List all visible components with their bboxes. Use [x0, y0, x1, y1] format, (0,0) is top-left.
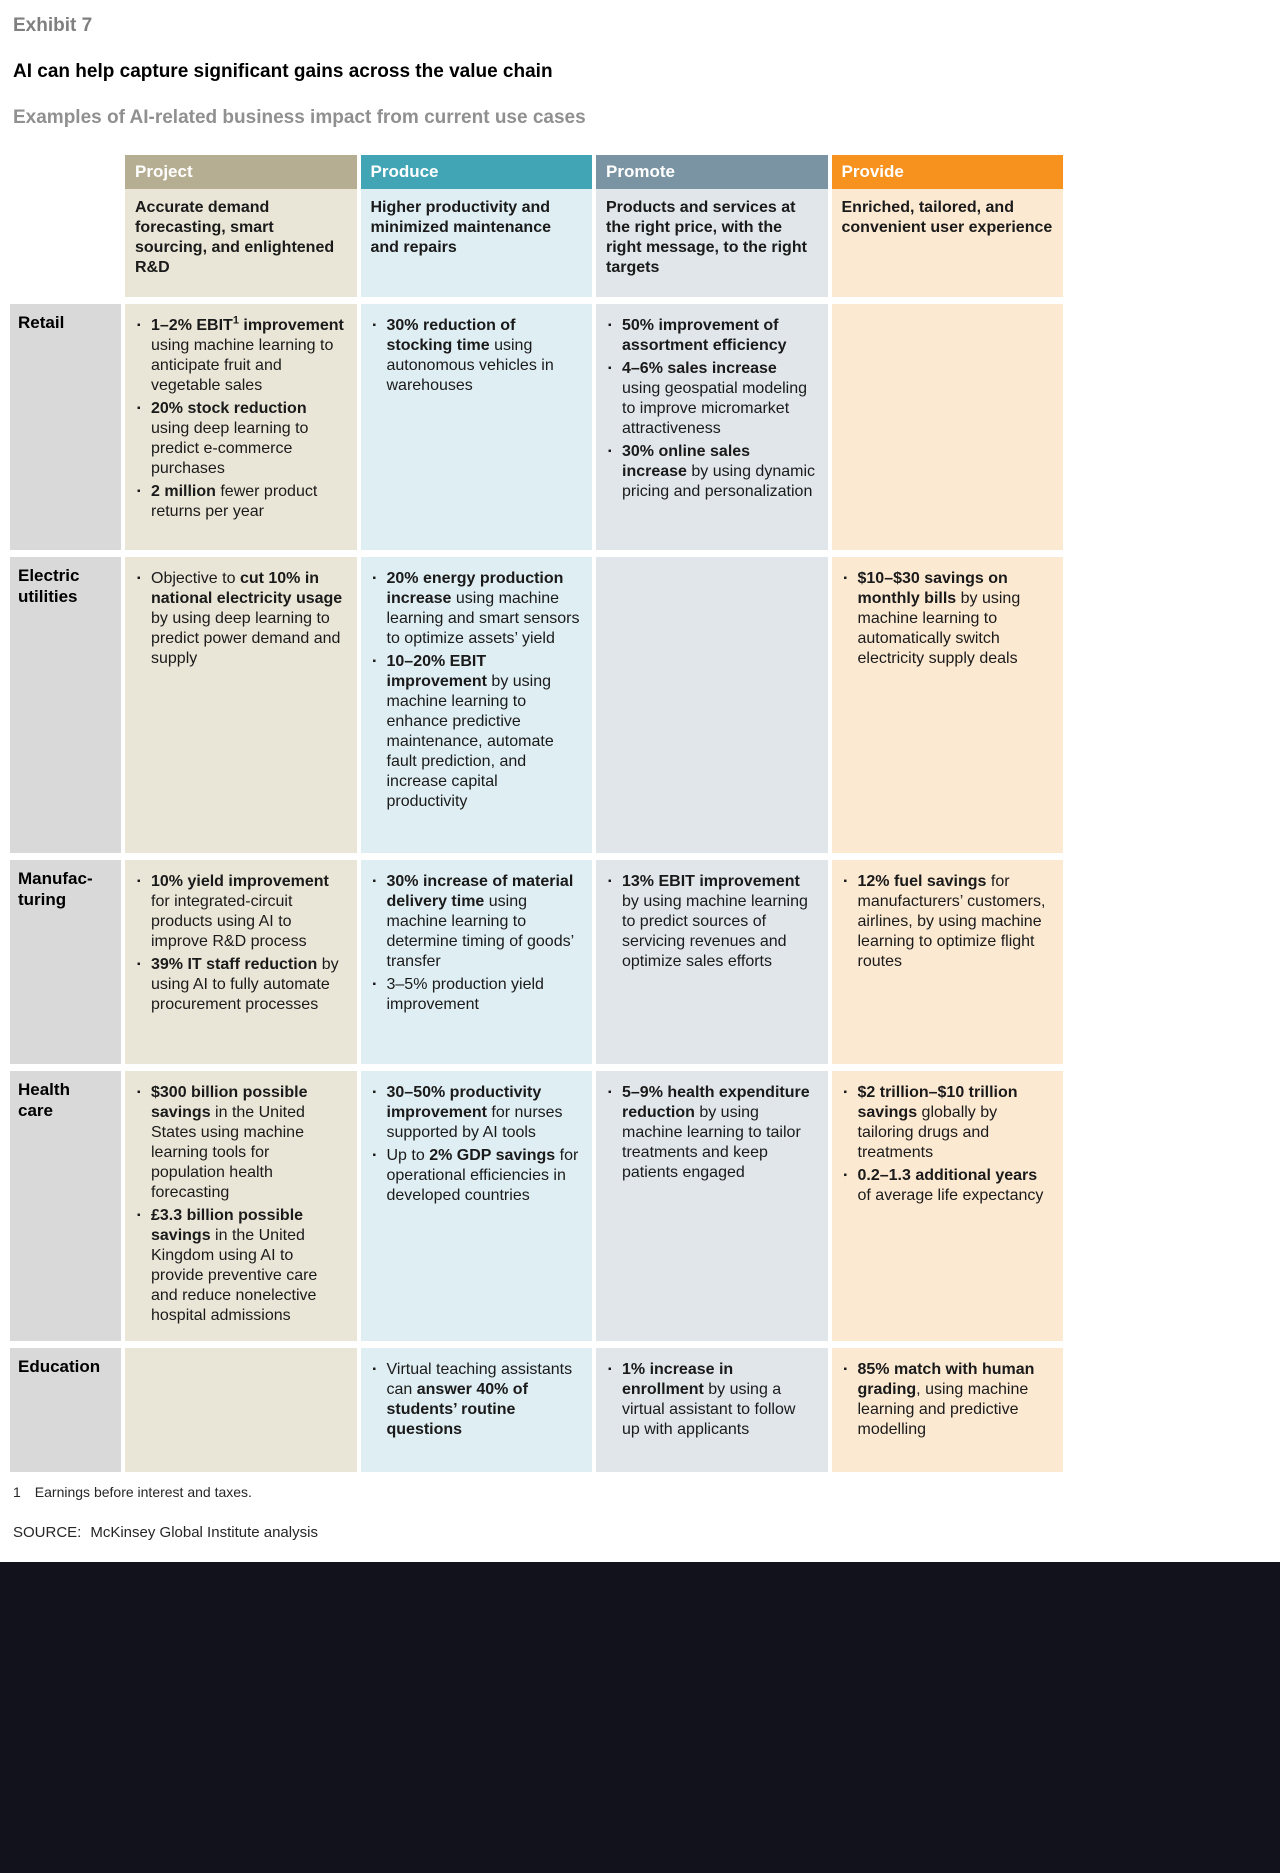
bullet-text — [622, 872, 818, 972]
bullet-text — [151, 1206, 347, 1326]
bullet-marker-icon: ▪ — [843, 1087, 848, 1098]
row-label-manufacturing — [10, 860, 121, 1064]
bullet-item — [137, 955, 347, 1015]
text-segment: 20% stock reduction — [151, 400, 307, 417]
bullet-item — [844, 1083, 1054, 1163]
text-segment: 30–50% productivity improvement — [386, 1084, 542, 1121]
text-segment: , using machine learning and predictive modelling — [857, 1381, 1029, 1438]
bullet-item — [137, 482, 347, 522]
text-segment: of average life expectancy — [857, 1187, 1044, 1204]
text-segment: for operational efficiencies in developed countries — [386, 1147, 579, 1204]
source-line — [13, 1524, 318, 1541]
text-segment: £3.3 billion possible savings — [151, 1207, 304, 1244]
cell-education-promote — [596, 1348, 828, 1472]
cell-retail-project — [125, 304, 357, 550]
row-label-education — [10, 1348, 121, 1472]
bullet-marker-icon: ▪ — [372, 656, 377, 667]
cell-retail-provide — [832, 304, 1064, 550]
cell-electric-utilities-produce — [361, 557, 593, 853]
text-segment: Virtual teaching assistants can — [386, 1361, 573, 1398]
bullet-text — [858, 1360, 1054, 1440]
bullet-marker-icon: ▪ — [372, 1087, 377, 1098]
text-segment: 50% improvement of assortment efficiency — [622, 317, 787, 354]
bullet-text — [151, 316, 347, 396]
bullet-item — [608, 359, 818, 439]
row-label-text: Retail — [18, 313, 65, 332]
text-segment: using machine learning to anticipate fruit and vegetable sales — [151, 337, 334, 394]
text-segment: $300 billion possible savings — [151, 1084, 308, 1121]
row-label-health-care — [10, 1071, 121, 1341]
column-title-promote: Promote — [596, 155, 828, 189]
row-label-electric-utilities — [10, 557, 121, 853]
text-segment: 2 million — [151, 483, 216, 500]
bullet-marker-icon: ▪ — [372, 320, 377, 331]
text-segment: 5–9% health expenditure reduction — [622, 1084, 810, 1121]
bullet-marker-icon: ▪ — [843, 1170, 848, 1181]
text-segment: 10–20% EBIT improvement — [386, 653, 487, 690]
bullet-marker-icon: ▪ — [608, 876, 612, 887]
bullet-text — [622, 1360, 818, 1440]
bullet-marker-icon: ▪ — [372, 1150, 377, 1161]
text-segment: by using machine learning to automatically switch electricity supply deals — [857, 590, 1021, 667]
bullet-item — [608, 316, 818, 356]
text-segment: 30% reduction of stocking time — [386, 317, 516, 354]
bullet-text — [387, 975, 583, 1015]
row-label-text: Education — [18, 1357, 101, 1376]
column-title-produce: Produce — [361, 155, 593, 189]
bullet-text — [622, 359, 818, 439]
text-segment: 1% increase in enrollment — [622, 1361, 734, 1398]
bullet-text — [622, 1083, 818, 1183]
footnote-text: Earnings before interest and taxes. — [34, 1484, 252, 1500]
bullet-item — [373, 569, 583, 649]
footnote — [13, 1484, 252, 1500]
text-segment: 30% increase of material delivery time — [386, 873, 574, 910]
bullet-item — [373, 652, 583, 812]
text-segment: by using dynamic pricing and personalization — [622, 463, 815, 500]
row-label-retail — [10, 304, 121, 550]
text-segment: improvement — [238, 317, 344, 334]
bullet-marker-icon: ▪ — [137, 320, 141, 331]
bullet-text — [387, 1146, 583, 1206]
row-label-text: Manufac- — [18, 869, 93, 888]
bullet-item — [844, 1360, 1054, 1440]
bullet-text — [622, 442, 818, 502]
bullet-text — [151, 482, 347, 522]
text-segment: by using deep learning to predict power demand and supply — [151, 610, 341, 667]
cell-education-provide — [832, 1348, 1064, 1472]
text-segment: using machine learning to determine timing of goods’ transfer — [386, 893, 574, 970]
row-label-text: turing — [18, 890, 67, 909]
bullet-marker-icon: ▪ — [372, 876, 377, 887]
cell-retail-promote — [596, 304, 828, 550]
text-segment: by using machine learning to predict sources of servicing revenues and optimize sales efforts — [622, 893, 808, 970]
text-segment: in the United Kingdom using AI to provide preventive care and reduce nonelective hospital admissions — [151, 1227, 318, 1324]
text-segment: 12% fuel savings — [857, 873, 987, 890]
bullet-marker-icon: ▪ — [137, 959, 141, 970]
bullet-marker-icon: ▪ — [137, 486, 141, 497]
cell-manufacturing-project — [125, 860, 357, 1064]
bullet-marker-icon: ▪ — [843, 1364, 848, 1375]
text-segment: for integrated-circuit products using AI to improve R&D process — [151, 893, 307, 950]
cell-retail-produce — [361, 304, 593, 550]
text-segment: by using machine learning to tailor treatments and keep patients engaged — [622, 1104, 801, 1181]
bullet-item — [608, 1083, 818, 1183]
bullet-item — [373, 1083, 583, 1143]
bullet-item — [844, 872, 1054, 972]
bullet-marker-icon: ▪ — [372, 979, 377, 990]
bullet-marker-icon: ▪ — [608, 1364, 612, 1375]
cell-education-produce — [361, 1348, 593, 1472]
bullet-text — [622, 316, 818, 356]
text-segment: 3–5% production yield improvement — [386, 976, 544, 1013]
bullet-text — [858, 1083, 1054, 1163]
text-segment: using machine learning and smart sensors to optimize assets’ yield — [386, 590, 580, 647]
footer-band — [0, 1562, 1280, 1873]
column-subtitle-produce: Higher productivity and minimized maintenance and repairs — [370, 199, 551, 256]
row-label-text: utilities — [18, 587, 78, 606]
cell-manufacturing-promote — [596, 860, 828, 1064]
impact-table — [10, 155, 1063, 1472]
text-segment: in the United States using machine learning tools for population health forecasting — [151, 1104, 305, 1201]
text-segment: 10% yield improvement — [151, 873, 329, 890]
bullet-marker-icon: ▪ — [843, 876, 848, 887]
bullet-item — [137, 1083, 347, 1203]
text-segment: Objective to — [151, 570, 240, 587]
cell-electric-utilities-provide — [832, 557, 1064, 853]
bullet-item — [844, 569, 1054, 669]
bullet-text — [387, 316, 583, 396]
text-segment: using deep learning to predict e-commerce purchases — [151, 420, 309, 477]
text-segment: 4–6% sales increase — [622, 360, 777, 377]
cell-health-care-produce — [361, 1071, 593, 1341]
bullet-marker-icon: ▪ — [137, 1210, 141, 1221]
bullet-text — [387, 872, 583, 972]
bullet-text — [387, 569, 583, 649]
cell-manufacturing-provide — [832, 860, 1064, 1064]
cell-education-project — [125, 1348, 357, 1472]
bullet-item — [137, 569, 347, 669]
text-segment: 0.2–1.3 additional years — [857, 1167, 1038, 1184]
text-segment: cut 10% in national electricity usage — [151, 570, 343, 607]
column-header-produce — [361, 155, 593, 297]
bullet-marker-icon: ▪ — [137, 1087, 141, 1098]
bullet-text — [858, 569, 1054, 669]
text-segment: 13% EBIT improvement — [622, 873, 800, 890]
text-segment: 20% energy production increase — [386, 570, 564, 607]
bullet-item — [373, 316, 583, 396]
bullet-text — [387, 1360, 583, 1440]
bullet-text — [858, 872, 1054, 972]
bullet-marker-icon: ▪ — [372, 573, 377, 584]
row-label-text: Electric — [18, 566, 80, 585]
bullet-item — [373, 872, 583, 972]
cell-health-care-project — [125, 1071, 357, 1341]
bullet-item — [137, 872, 347, 952]
column-header-provide — [832, 155, 1064, 297]
text-segment: 39% IT staff reduction — [151, 956, 318, 973]
bullet-marker-icon: ▪ — [608, 446, 612, 457]
text-segment: 1 — [232, 314, 239, 327]
bullet-text — [387, 652, 583, 812]
text-segment: $2 trillion–$10 trillion savings — [857, 1084, 1018, 1121]
text-segment: for nurses supported by AI tools — [386, 1104, 563, 1141]
bullet-text — [151, 955, 347, 1015]
table-corner-spacer — [10, 155, 121, 297]
bullet-marker-icon: ▪ — [608, 363, 612, 374]
page-title: AI can help capture significant gains across the value chain — [13, 61, 553, 82]
column-subtitle-promote: Products and services at the right price, with the right message, to the right targets — [606, 199, 807, 276]
column-title-provide: Provide — [832, 155, 1064, 189]
text-segment: 30% online sales increase — [622, 443, 751, 480]
bullet-marker-icon: ▪ — [843, 573, 848, 584]
bullet-marker-icon: ▪ — [372, 1364, 377, 1375]
bullet-text — [151, 872, 347, 952]
bullet-item — [373, 1360, 583, 1440]
bullet-item — [373, 975, 583, 1015]
bullet-item — [137, 399, 347, 479]
text-segment: using geospatial modeling to improve micromarket attractiveness — [622, 380, 808, 437]
exhibit-label: Exhibit 7 — [13, 15, 93, 36]
text-segment: by using AI to fully automate procurement processes — [151, 956, 339, 1013]
bullet-text — [858, 1166, 1054, 1206]
footnote-marker: 1 — [13, 1484, 21, 1500]
bullet-marker-icon: ▪ — [137, 573, 141, 584]
cell-electric-utilities-promote — [596, 557, 828, 853]
bullet-text — [151, 399, 347, 479]
text-segment: by using machine learning to enhance predictive maintenance, automate fault prediction, and increase capital productivity — [386, 673, 554, 810]
bullet-marker-icon: ▪ — [137, 403, 141, 414]
text-segment: fewer product returns per year — [151, 483, 318, 520]
cell-manufacturing-produce — [361, 860, 593, 1064]
bullet-item — [608, 442, 818, 502]
bullet-item — [373, 1146, 583, 1206]
text-segment: globally by tailoring drugs and treatments — [857, 1104, 998, 1161]
text-segment: 1–2% EBIT — [151, 317, 233, 334]
bullet-item — [844, 1166, 1054, 1206]
text-segment: 2% GDP savings — [429, 1147, 556, 1164]
text-segment: $10–$30 savings on monthly bills — [857, 570, 1008, 607]
text-segment: Up to — [386, 1147, 430, 1164]
bullet-item — [608, 872, 818, 972]
page-subtitle: Examples of AI-related business impact from current use cases — [13, 107, 586, 128]
column-title-project: Project — [125, 155, 357, 189]
bullet-item — [137, 1206, 347, 1326]
row-label-text: Health — [18, 1080, 70, 1099]
cell-health-care-provide — [832, 1071, 1064, 1341]
bullet-marker-icon: ▪ — [608, 320, 612, 331]
bullet-item — [137, 316, 347, 396]
column-subtitle-project: Accurate demand forecasting, smart sourcing, and enlightened R&D — [135, 199, 335, 276]
text-segment: using autonomous vehicles in warehouses — [386, 337, 554, 394]
source-label: SOURCE: — [13, 1524, 82, 1541]
column-subtitle-provide: Enriched, tailored, and convenient user experience — [841, 199, 1053, 236]
text-segment: for manufacturers’ customers, airlines, by using machine learning to optimize flight routes — [857, 873, 1046, 970]
bullet-text — [151, 1083, 347, 1203]
text-segment: by using a virtual assistant to follow up with applicants — [622, 1381, 796, 1438]
bullet-marker-icon: ▪ — [608, 1087, 612, 1098]
bullet-item — [608, 1360, 818, 1440]
text-segment: 85% match with human grading — [857, 1361, 1035, 1398]
row-label-text: care — [18, 1101, 53, 1120]
bullet-text — [387, 1083, 583, 1143]
cell-electric-utilities-project — [125, 557, 357, 853]
bullet-text — [151, 569, 347, 669]
column-header-project — [125, 155, 357, 297]
column-header-promote — [596, 155, 828, 297]
text-segment: answer 40% of students’ routine questions — [386, 1381, 528, 1438]
source-text: McKinsey Global Institute analysis — [90, 1524, 318, 1541]
bullet-marker-icon: ▪ — [137, 876, 141, 887]
cell-health-care-promote — [596, 1071, 828, 1341]
